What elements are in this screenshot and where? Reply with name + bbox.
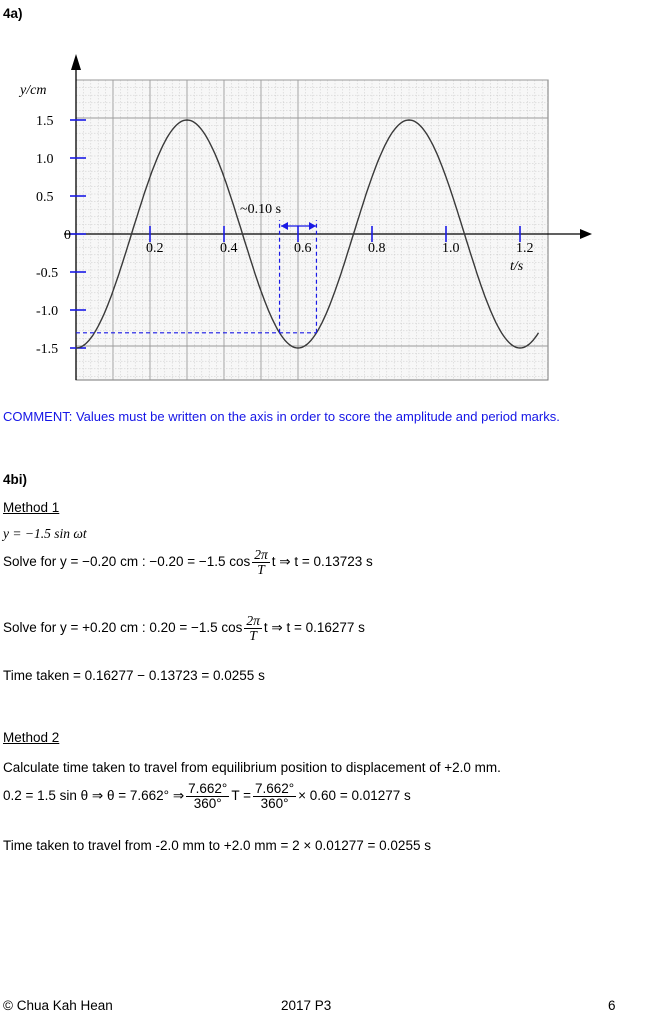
x-tick-label: 1.2 — [516, 241, 534, 256]
footer-page-number: 6 — [608, 998, 616, 1013]
y-axis-arrow — [71, 54, 81, 70]
x-tick-label: 1.0 — [442, 241, 460, 256]
fraction-numerator: 2π — [254, 547, 268, 562]
y-tick-label: -0.5 — [36, 266, 59, 281]
fraction-denominator: 360° — [193, 796, 222, 812]
footer-author: © Chua Kah Hean — [3, 998, 113, 1013]
fraction-numerator: 7.662° — [188, 781, 228, 796]
x-axis-label: t/s — [510, 259, 524, 274]
method2-equation — [3, 782, 411, 811]
displacement-time-graph — [0, 40, 600, 396]
grid — [76, 80, 548, 380]
period-annotation: ~0.10 s — [240, 202, 282, 217]
comment-text: COMMENT: Values must be written on the axis in order to score the amplitude and period marks. — [3, 409, 560, 424]
method1-equation: y = −1.5 sin ωt — [3, 526, 87, 541]
grid-frame — [76, 80, 548, 380]
part-b-label: 4bi) — [3, 472, 28, 487]
theta-fraction — [186, 782, 229, 811]
fraction-denominator: T — [249, 628, 257, 644]
two-pi-over-t-fraction — [244, 614, 262, 643]
y-axis-label: y/cm — [20, 83, 47, 98]
solve-negative-suffix: t ⇒ t = 0.13723 s — [271, 554, 373, 570]
y-tick-label: 1.5 — [36, 114, 54, 129]
method2-heading: Method 2 — [3, 730, 60, 745]
x-tick-label: 0.8 — [368, 241, 386, 256]
method2-intro: Calculate time taken to travel from equilibrium position to displacement of +2.0 mm. — [3, 760, 501, 775]
x-axis-arrow — [580, 229, 592, 239]
method2-eq-prefix: 0.2 = 1.5 sin θ ⇒ θ = 7.662° ⇒ — [3, 788, 185, 804]
method1-heading: Method 1 — [3, 500, 60, 515]
y-tick-label: 0.5 — [36, 190, 54, 205]
footer-paper: 2017 P3 — [281, 998, 332, 1013]
y-tick-label: 1.0 — [36, 152, 54, 167]
x-tick-label: 0.2 — [146, 241, 164, 256]
fraction-numerator: 2π — [246, 613, 260, 628]
x-tick-label: 0.4 — [220, 241, 238, 256]
method1-time-taken: Time taken = 0.16277 − 0.13723 = 0.0255 s — [3, 668, 265, 683]
method2-eq-mid: T = — [231, 788, 251, 804]
fraction-denominator: 360° — [260, 796, 289, 812]
y-tick-label: 0 — [64, 228, 71, 243]
fraction-denominator: T — [257, 562, 265, 578]
method1-solve-positive — [3, 614, 365, 643]
y-tick-label: -1.0 — [36, 304, 59, 319]
method1-solve-negative — [3, 548, 373, 577]
method2-time-taken: Time taken to travel from -2.0 mm to +2.0 mm = 2 × 0.01277 = 0.0255 s — [3, 838, 431, 853]
y-tick-label: -1.5 — [36, 342, 59, 357]
two-pi-over-t-fraction — [252, 548, 270, 577]
x-tick-label: 0.6 — [294, 241, 312, 256]
part-a-label: 4a) — [3, 6, 23, 21]
method2-eq-suffix: × 0.60 = 0.01277 s — [298, 788, 411, 804]
solve-positive-suffix: t ⇒ t = 0.16277 s — [263, 620, 365, 636]
solve-negative-prefix: Solve for y = −0.20 cm : −0.20 = −1.5 cos — [3, 554, 251, 570]
solve-positive-prefix: Solve for y = +0.20 cm : 0.20 = −1.5 cos — [3, 620, 243, 636]
theta-fraction — [253, 782, 296, 811]
fraction-numerator: 7.662° — [254, 781, 295, 796]
